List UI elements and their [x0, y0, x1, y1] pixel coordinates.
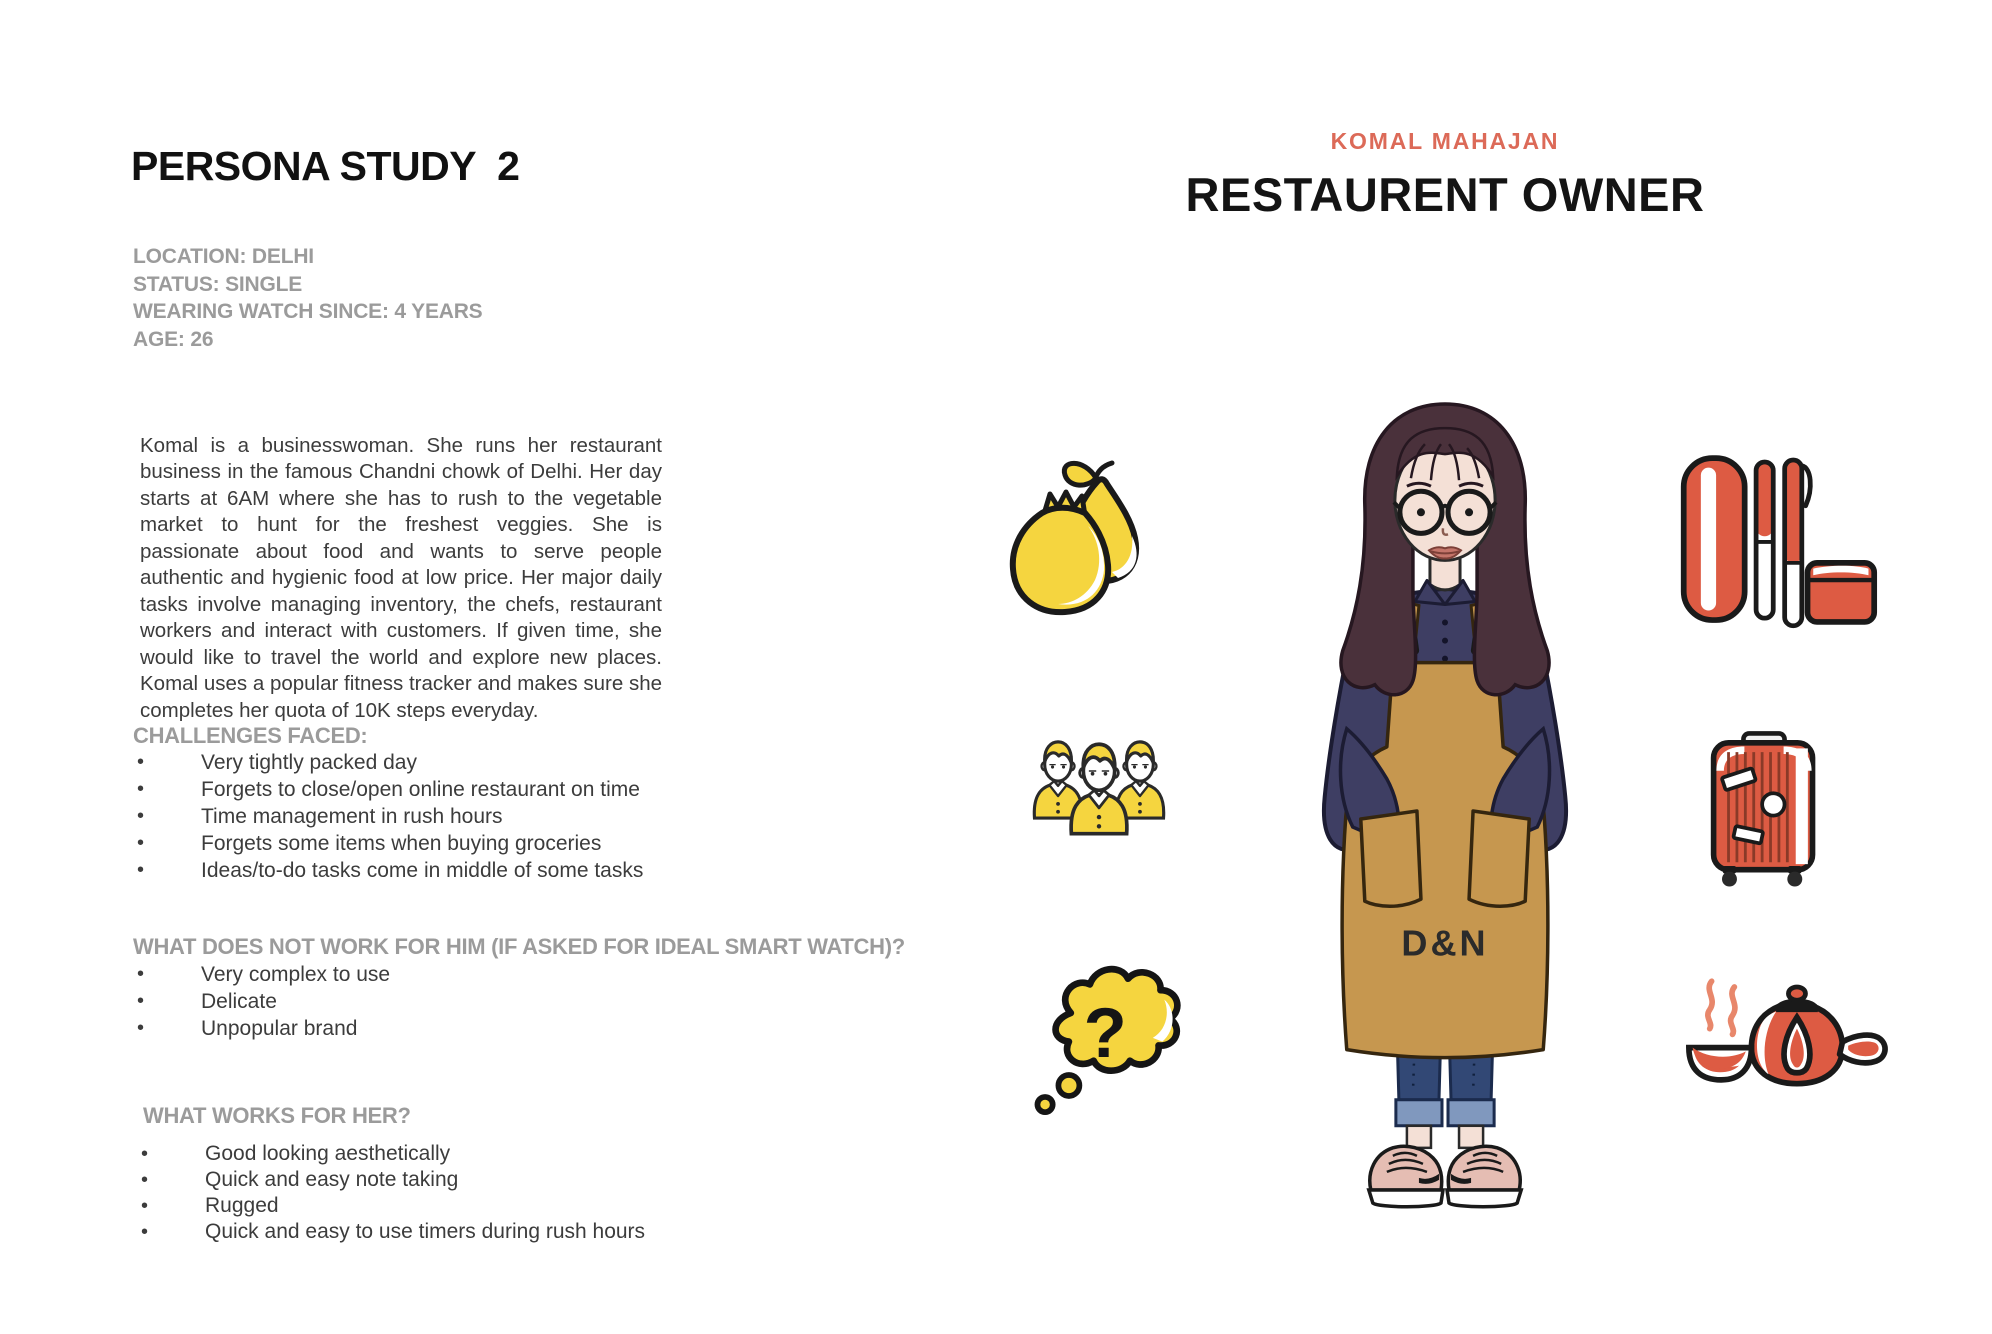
page-title: PERSONA STUDY 2: [131, 143, 520, 190]
persona-name: KOMAL MAHAJAN: [1330, 128, 1560, 154]
question-mark: ?: [1083, 992, 1127, 1072]
list-item: • Forgets to close/open online restaurant on time: [135, 776, 643, 803]
stationery-icon: [1678, 450, 1878, 632]
list-item: • Very complex to use: [135, 961, 390, 988]
meta-watch-since: WEARING WATCH SINCE: 4 YEARS: [133, 300, 483, 323]
persona-role: RESTAURENT OWNER: [1185, 168, 1705, 221]
list-item: • Quick and easy to use timers during rush hours: [139, 1219, 645, 1245]
meta-status: STATUS: SINGLE: [133, 272, 303, 296]
list-item: • Ideas/to-do tasks come in middle of some tasks: [135, 857, 643, 884]
list-item: • Rugged: [139, 1193, 645, 1219]
not-work-heading: WHAT DOES NOT WORK FOR HIM (IF ASKED FOR IDEAL SMART WATCH)?: [133, 934, 905, 960]
list-item: • Good looking aesthetically: [139, 1141, 645, 1167]
suitcase-icon: [1708, 728, 1820, 892]
persona-woman-illustration: [1293, 398, 1597, 1210]
challenges-list: [135, 749, 643, 884]
fruits-icon: [1000, 450, 1160, 635]
meta-age: AGE: 26: [133, 327, 214, 351]
customers-icon: [1003, 726, 1195, 854]
list-item: • Very tightly packed day: [135, 749, 643, 776]
list-item: • Delicate: [135, 988, 390, 1015]
apron-label: D&N: [1401, 922, 1489, 964]
persona-meta: [133, 243, 482, 353]
list-item: • Forgets some items when buying groceries: [135, 830, 643, 857]
persona-header: [1150, 128, 1740, 222]
works-heading: WHAT WORKS FOR HER?: [143, 1103, 411, 1129]
not-work-list: [135, 961, 390, 1042]
works-list: [139, 1141, 645, 1245]
list-item: • Quick and easy note taking: [139, 1167, 645, 1193]
meta-location: LOCATION: DELHI: [133, 245, 314, 268]
thought-bubble-icon: [1025, 952, 1191, 1116]
challenges-heading: CHALLENGES FACED:: [133, 723, 368, 749]
persona-bio: Komal is a businesswoman. She runs her restaurant business in the famous Chandni chowk of Delhi. Her day starts at 6AM where she has to rush to the vegetable market to hunt for the freshest veggies. She is passionate about food and wants to serve people authentic and hygienic food at low price. Her major daily tasks involve managing inventory, the chefs, restaurant workers and interact with customers. If given time, she would like to travel the world and explore new places. Komal uses a popular fitness tracker and makes sure she completes her quota of 10K steps everyday.: [140, 433, 662, 722]
list-item: • Unpopular brand: [135, 1015, 390, 1042]
teapot-icon: [1683, 968, 1891, 1096]
list-item: • Time management in rush hours: [135, 803, 643, 830]
